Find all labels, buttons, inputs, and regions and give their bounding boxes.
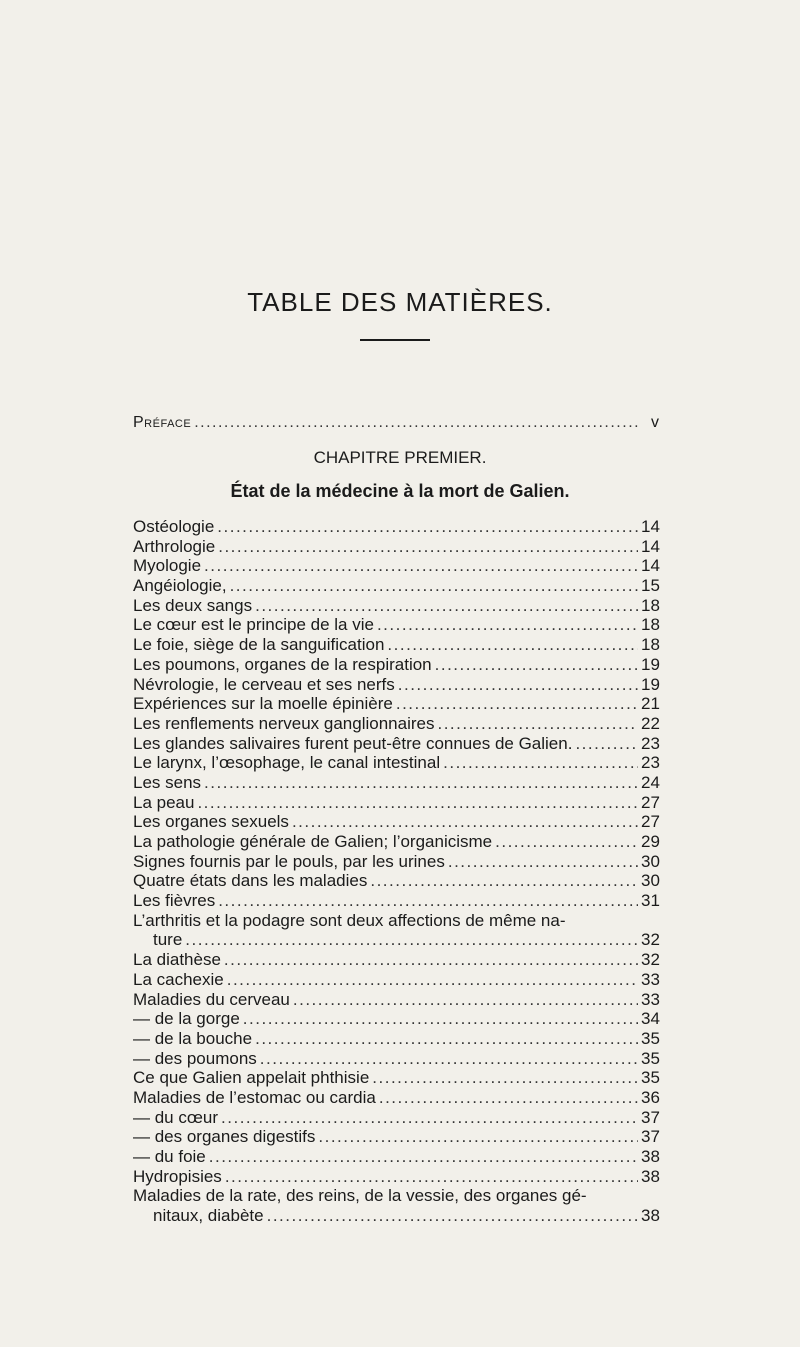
dot-leader [230, 576, 638, 596]
toc-entry-page: 38 [641, 1166, 660, 1186]
toc-entry-label: Les renflements nerveux ganglionnaires [133, 713, 435, 733]
dot-leader [293, 990, 638, 1010]
toc-entry-page: 37 [641, 1127, 660, 1147]
toc-entry-label: Les poumons, organes de la respiration [133, 654, 432, 674]
dot-leader [243, 1009, 638, 1029]
dot-leader [194, 414, 638, 432]
toc-entry-page: 14 [641, 517, 660, 536]
toc-entry-page: 15 [641, 576, 660, 596]
toc-entry-page: 29 [641, 832, 660, 851]
toc-entry-page: 21 [641, 694, 660, 714]
toc-entry [133, 793, 669, 813]
toc-entry-label: La peau [133, 792, 195, 812]
toc-entry-page: 18 [641, 595, 660, 615]
toc-entry-label: Maladies de la rate, des reins, de la vessie, des organes gé- [133, 1186, 587, 1206]
toc-entry-page: 19 [641, 654, 660, 674]
preface-label: Préface [133, 414, 192, 431]
toc-entry [133, 675, 669, 695]
chapter-heading: CHAPITRE PREMIER. [313, 448, 487, 467]
toc-entry [133, 970, 669, 990]
dot-leader [185, 930, 638, 950]
dot-leader [443, 753, 638, 773]
toc-entry-label: Les organes sexuels [133, 812, 289, 832]
toc-entry-page: 37 [641, 1107, 660, 1127]
toc-entry [133, 596, 669, 616]
toc-entry [133, 615, 669, 635]
toc-entry-page: 35 [641, 1068, 660, 1088]
toc-entry [133, 694, 669, 714]
toc-entry [133, 1068, 669, 1088]
preface-page: v [651, 414, 659, 431]
dot-leader [204, 556, 638, 576]
dot-leader [372, 1068, 638, 1088]
toc-entry [133, 1167, 669, 1187]
toc-entry-label: L’arthritis et la podagre sont deux affections de même na- [133, 910, 566, 930]
dot-leader [204, 773, 638, 793]
toc-entry-page: 33 [641, 969, 660, 989]
toc-entry-page: 14 [641, 536, 660, 556]
toc-entry [133, 773, 669, 793]
dot-leader [318, 1127, 638, 1147]
toc-entry-page: 33 [641, 989, 660, 1009]
dot-leader [225, 1167, 638, 1187]
toc-entry-label: Le cœur est le principe de la vie [133, 615, 374, 635]
toc-entry [133, 852, 669, 872]
toc-entry-page: 32 [641, 930, 660, 950]
toc-entry-label: Les fièvres [133, 891, 216, 911]
dot-leader [197, 793, 638, 813]
dot-leader [379, 1088, 638, 1108]
toc-entry-page: 23 [641, 753, 660, 773]
dot-leader [255, 1029, 638, 1049]
toc-entry-page: 32 [641, 950, 660, 970]
toc-entry-page: 23 [641, 733, 660, 753]
toc-entry-label: Quatre états dans les maladies [133, 871, 368, 891]
toc-entry [133, 1029, 669, 1049]
toc-entry [133, 537, 669, 557]
toc-entry-label: Les deux sangs [133, 595, 253, 615]
toc-entry [133, 930, 669, 950]
dot-leader [387, 635, 638, 655]
toc-entry [133, 517, 669, 537]
toc-entry [133, 1049, 669, 1069]
toc-entry [133, 556, 669, 576]
toc-entry [133, 734, 669, 754]
toc-entry-page: 27 [641, 812, 660, 832]
toc-entry [133, 990, 669, 1010]
toc-entry-label: Arthrologie [133, 536, 216, 556]
toc-entry [133, 1108, 669, 1128]
toc-entry-page: 18 [641, 615, 660, 635]
toc-entry-label: Les sens [133, 772, 202, 792]
toc-entry [133, 871, 669, 891]
toc-entry-label: ture [153, 930, 183, 950]
toc-entry-label: Maladies de l’estomac ou cardia [133, 1087, 376, 1107]
preface-entry [133, 414, 669, 432]
dot-leader [377, 615, 638, 635]
toc-entry [133, 1147, 669, 1167]
toc-entry-page: 18 [641, 635, 660, 655]
toc-entry [133, 635, 669, 655]
toc-entry-page: 35 [641, 1048, 660, 1068]
toc-entry-label: La cachexie [133, 969, 224, 989]
dot-leader [292, 812, 638, 832]
toc-entry-label: Expériences sur la moelle épinière [133, 694, 393, 714]
dot-leader [267, 1206, 638, 1226]
toc-entry-label: La pathologie générale de Galien; l’organicisme [133, 832, 493, 851]
toc-entry-label: nitaux, diabète [153, 1206, 264, 1226]
dot-leader [495, 832, 638, 852]
toc-entry-page: 34 [641, 1009, 660, 1029]
dot-leader [218, 891, 638, 911]
toc-entry [133, 1186, 669, 1206]
dot-leader [575, 734, 638, 754]
toc-entry-label: — de la gorge [133, 1009, 240, 1029]
toc-entry [133, 832, 669, 852]
toc-list [133, 517, 669, 1226]
toc-entry-label: Myologie [133, 556, 202, 576]
toc-entry [133, 1127, 669, 1147]
dot-leader [217, 517, 638, 537]
toc-entry [133, 576, 669, 596]
dot-leader [370, 871, 638, 891]
title-rule [360, 339, 430, 341]
toc-entry-label: Maladies du cerveau [133, 989, 290, 1009]
toc-entry-label: Le foie, siège de la sanguification [133, 635, 385, 655]
dot-leader [448, 852, 638, 872]
dot-leader [224, 950, 638, 970]
toc-entry [133, 950, 669, 970]
toc-entry-label: Le larynx, l’œsophage, le canal intestinal [133, 753, 441, 773]
dot-leader [221, 1108, 638, 1128]
toc-entry-label: — des organes digestifs [133, 1127, 316, 1147]
page-title: TABLE DES MATIÈRES. [247, 287, 553, 317]
dot-leader [227, 970, 638, 990]
toc-entry-page: 19 [641, 674, 660, 694]
toc-entry-page: 30 [641, 851, 660, 871]
toc-entry-page: 27 [641, 792, 660, 812]
toc-entry-label: Névrologie, le cerveau et ses nerfs [133, 674, 395, 694]
toc-entry [133, 655, 669, 675]
toc-entry-label: — de la bouche [133, 1028, 253, 1048]
toc-entry-page: 36 [641, 1087, 660, 1107]
toc-entry-page: 35 [641, 1028, 660, 1048]
toc-entry-label: Ce que Galien appelait phthisie [133, 1068, 370, 1088]
chapter-subtitle: État de la médecine à la mort de Galien. [230, 481, 570, 501]
toc-entry [133, 1088, 669, 1108]
toc-entry [133, 911, 669, 931]
toc-entry-label: — du cœur [133, 1107, 219, 1127]
toc-entry [133, 753, 669, 773]
toc-entry-page: 31 [641, 891, 660, 911]
toc-entry-page: 22 [641, 713, 660, 733]
toc-entry [133, 812, 669, 832]
dot-leader [209, 1147, 638, 1167]
dot-leader [255, 596, 638, 616]
toc-entry-label: — du foie [133, 1147, 206, 1166]
toc-entry-label: La diathèse [133, 950, 221, 970]
toc-entry [133, 1206, 669, 1226]
toc-entry [133, 891, 669, 911]
toc-entry-label: Angéiologie, [133, 576, 227, 596]
dot-leader [437, 714, 638, 734]
dot-leader [398, 675, 638, 695]
dot-leader [218, 537, 638, 557]
toc-entry-label: Hydropisies [133, 1166, 222, 1186]
toc-entry-label: Ostéologie [133, 517, 215, 536]
toc-entry-page: 24 [641, 772, 660, 792]
toc-entry-label: Les glandes salivaires furent peut-être connues de Galien. [133, 733, 573, 753]
dot-leader [260, 1049, 638, 1069]
dot-leader [435, 655, 638, 675]
toc-entry-page: 38 [641, 1147, 660, 1166]
toc-entry-label: Signes fournis par le pouls, par les urines [133, 851, 445, 871]
toc-entry [133, 714, 669, 734]
toc-entry [133, 1009, 669, 1029]
toc-entry-page: 38 [641, 1206, 660, 1226]
toc-entry-page: 14 [641, 556, 660, 576]
dot-leader [396, 694, 638, 714]
toc-entry-page: 30 [641, 871, 660, 891]
toc-entry-label: — des poumons [133, 1048, 257, 1068]
